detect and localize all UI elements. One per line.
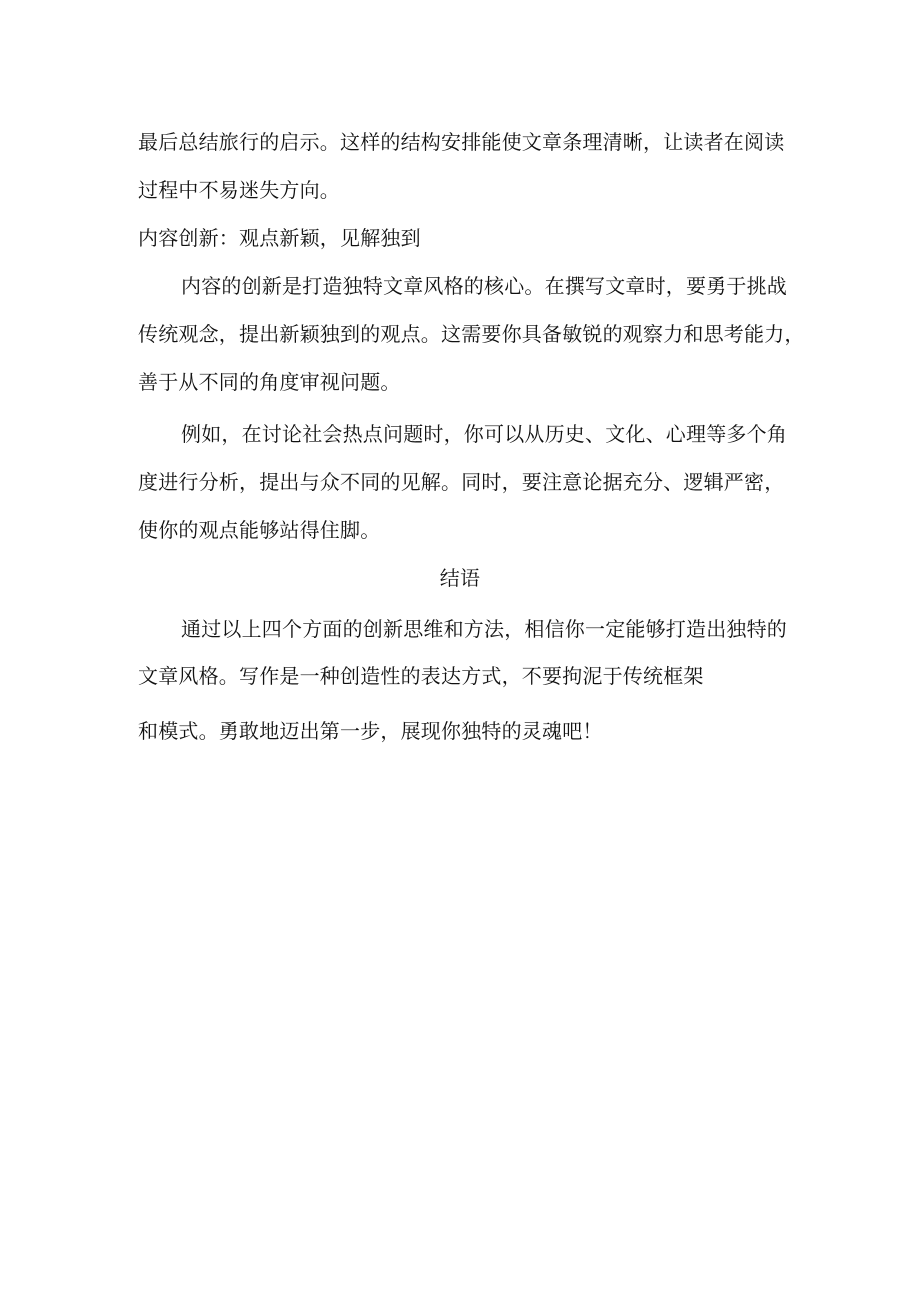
paragraph-line: 例如，在讨论社会热点问题时，你可以从历史、文化、心理等多个角 [181,422,787,446]
paragraph-line: 和模式。勇敢地迈出第一步，展现你独特的灵魂吧！ [138,719,603,743]
paragraph-line: 使你的观点能够站得住脚。 [138,518,381,542]
paragraph-line: 内容的创新是打造独特文章风格的核心。在撰写文章时，要勇于挑战 [181,274,787,298]
paragraph-line: 传统观念，提出新颖独到的观点。这需要你具备敏锐的观察力和思考能力， [138,322,805,346]
paragraph-line: 善于从不同的角度审视问题。 [138,370,401,394]
paragraph-line: 最后总结旅行的启示。这样的结构安排能使文章条理清晰，让读者在阅读 [138,130,785,154]
paragraph-line: 过程中不易迷失方向。 [138,178,340,202]
paragraph-line: 度进行分析，提出与众不同的见解。同时，要注意论据充分、逻辑严密， [138,470,785,494]
paragraph-line: 文章风格。写作是一种创造性的表达方式，不要拘泥于传统框架 [138,664,704,688]
section-heading: 内容创新：观点新颖，见解独到 [138,226,421,250]
conclusion-heading: 结语 [439,566,481,590]
paragraph-line: 通过以上四个方面的创新思维和方法，相信你一定能够打造出独特的 [181,617,787,641]
